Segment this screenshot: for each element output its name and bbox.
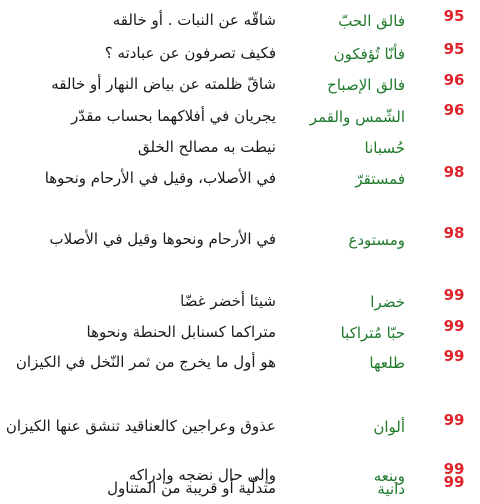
glossary-meaning: متدلّية أو قريبة من المتناول xyxy=(107,479,276,497)
page-number: 99 xyxy=(443,411,465,429)
glossary-word: طلعها xyxy=(369,354,405,372)
glossary-meaning: متراكما كسنابل الحنطة ونحوها xyxy=(86,323,276,341)
glossary-word: ومستودع xyxy=(348,231,405,249)
glossary-meaning: عذوق وعراجين كالعناقيد تنشق عنها الكيزان xyxy=(5,417,276,435)
page-number: 96 xyxy=(443,71,465,89)
glossary-meaning: هو أول ما يخرج من ثمر النّخل في الكيزان xyxy=(15,353,276,371)
glossary-meaning: شاقّه عن النبات . أو خالقه xyxy=(112,11,276,29)
page-number: 96 xyxy=(443,101,465,119)
glossary-meaning: شاقّ ظلمته عن بياض النهار أو خالقه xyxy=(51,75,276,93)
glossary-word: دانية xyxy=(377,480,405,498)
glossary-word: خضرا xyxy=(370,293,405,311)
page-number: 98 xyxy=(443,163,465,181)
glossary-meaning: وإلى حال نضجه وإدراكه xyxy=(128,466,276,484)
page-number: 99 xyxy=(443,460,465,478)
glossary-meaning: شيئا أخضر غضّا xyxy=(180,292,276,310)
glossary-word: الشّمس والقمر xyxy=(309,108,405,126)
glossary-meaning: في الأرحام ونحوها وقيل في الأصلاب xyxy=(49,230,276,248)
glossary-word: فمستقرّ xyxy=(355,170,405,188)
glossary-meaning: في الأصلاب، وقيل في الأرحام ونحوها xyxy=(44,169,276,187)
glossary-word: فالق الإصباح xyxy=(327,76,405,94)
glossary-word: حبّا مُتراكبا xyxy=(340,324,405,342)
glossary-word: ألوان xyxy=(373,418,405,436)
glossary-meaning: فكيف تصرفون عن عبادته ؟ xyxy=(104,44,276,62)
page-number: 99 xyxy=(443,317,465,335)
glossary-word: حُسبانا xyxy=(364,139,405,157)
page-number: 99 xyxy=(443,473,465,491)
page-number: 95 xyxy=(443,7,465,25)
page-number: 95 xyxy=(443,40,465,58)
glossary-meaning: نيطت به مصالح الخلق xyxy=(137,138,276,156)
page-number: 99 xyxy=(443,347,465,365)
page-number: 98 xyxy=(443,224,465,242)
glossary-word: فالق الحبّ xyxy=(338,12,405,30)
glossary-meaning: يجريان في أفلاكهما بحساب مقدّر xyxy=(71,107,276,125)
glossary-word: وينعه xyxy=(373,467,405,485)
glossary-word: فأنّا تُؤفكون xyxy=(333,45,405,63)
page-number: 99 xyxy=(443,286,465,304)
